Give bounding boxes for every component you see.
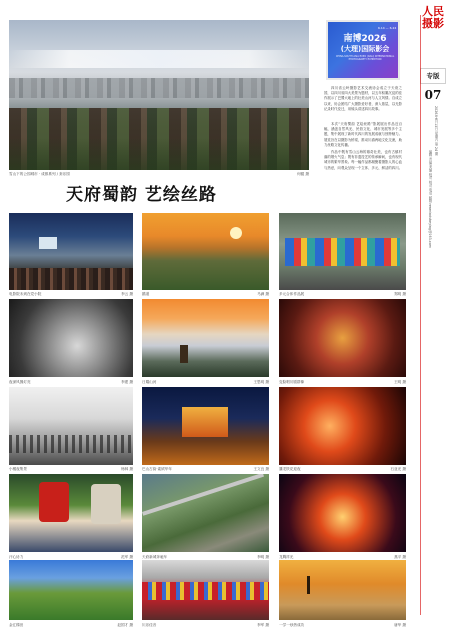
photo-7: [9, 387, 133, 465]
event-poster: [326, 20, 400, 80]
headline: 天府蜀韵 艺绘丝路: [66, 185, 217, 205]
brand-title: 人民摄影: [422, 5, 444, 30]
author-14: 李军 摄: [257, 623, 269, 627]
author-5: 王思明 摄: [253, 380, 269, 384]
poster-en-text: CHINA-SOUTH ASIA EXPO (DALI) INTERNATIONAL PHOTOGRAPHY EXHIBITION: [335, 55, 395, 61]
caption-8: 巴山古韵·素绒华年: [142, 467, 172, 471]
author-4: 李建 摄: [121, 380, 133, 384]
caption-10: 汗心协力: [9, 555, 24, 559]
foliage-shade: [9, 138, 309, 170]
caption-12: 龙腾祥光: [279, 555, 294, 559]
caption-3: 多元合体作品展: [279, 292, 305, 296]
photo-1-crowd: [9, 268, 133, 290]
photo-1: [9, 213, 133, 290]
author-6: 王明 摄: [394, 380, 406, 384]
author-11: 李明 摄: [257, 555, 269, 559]
photo-2: [142, 213, 269, 290]
masthead-rule: [420, 15, 421, 615]
poster-title: 南博2026: [343, 34, 387, 44]
caption-7: 小楼夜集景: [9, 467, 27, 471]
photo-11-road: [142, 474, 264, 516]
caption-9: 馕龙铁花迎夜: [279, 467, 301, 471]
author-12: 燕平 摄: [394, 555, 406, 559]
photo-11: [142, 474, 269, 552]
author-7: 杨林 摄: [121, 467, 133, 471]
top-photo-author: 何健 摄: [297, 172, 309, 176]
author-15: 唐华 摄: [394, 623, 406, 627]
photo-14: [142, 560, 269, 620]
photo-8-stage: [182, 407, 228, 437]
author-1: 李云 摄: [121, 292, 133, 296]
photo-10-child: [39, 482, 69, 522]
poster-date: 6.14 — 6.24: [378, 26, 397, 30]
caption-1: 电影院未到在党小院: [9, 292, 42, 296]
page-number: 07: [424, 88, 442, 102]
author-9: 石亚光 摄: [390, 467, 406, 471]
photo-3: [279, 213, 406, 290]
photo-14-performers: [142, 582, 269, 600]
caption-11: 天府新城奔驰车: [142, 555, 168, 559]
photo-4: [9, 299, 133, 377]
side-info: 2026年6月13日 星期六 第 24 期: [434, 106, 438, 156]
photo-2-sun: [230, 227, 242, 239]
caption-6: 变脸唱川剧群像: [279, 380, 305, 384]
intro-paragraph-1: 四川省云岭摄影艺术交流协会成立于天府之国，以四川省四大美景为题材，以五年积累沉淀的佳作展示了巴蜀大地上的壮美山河与人文风情。自成立以来，协会团结广大摄影爱好者，深入基层，以光影记录时代变迁，用镜头讲述四川故事。: [324, 86, 402, 111]
caption-14: 川乐佳音: [142, 623, 157, 627]
photo-10-child-2: [91, 484, 121, 524]
photo-15: [279, 560, 406, 620]
photo-8: [142, 387, 269, 465]
snow-mountains: [9, 50, 309, 68]
author-2: 马满 摄: [257, 292, 269, 296]
photo-1-screen: [39, 237, 57, 249]
author-3: 郑明 摄: [394, 292, 406, 296]
caption-5: 日耀山河: [142, 380, 157, 384]
intro-paragraph-3: 作品中既有雪山云海的雄奇壮美，也有古镇村落的烟火气息；既有非遗技艺的传承瞬间，也有现代城市的繁华景象。每一幅作品都凝聚着摄影人的心血与热爱，向观众呈现一个立体、多元、鲜活的四川。: [324, 150, 402, 170]
poster-subtitle: (大理)国际影会: [340, 45, 390, 53]
caption-15: 一学一炒热成功: [279, 623, 305, 627]
top-photo-caption: 雪山下的公园城市 · 成都系列 / 套乐园: [9, 172, 70, 176]
photo-5: [142, 299, 269, 377]
intro-paragraph-2: 本次“天府蜀韵 艺绘丝路”影展展出作品近百幅，涵盖自然风光、民俗文化、城市发展等多个主题，集中展现了新时代四川的发展成就与独特魅力。展览旨在以摄影为桥梁，推动川滇两地文化交流，助力丝路文化传播。: [324, 122, 402, 147]
photo-12: [279, 474, 406, 552]
top-photo: [9, 20, 309, 170]
photo-9: [279, 387, 406, 465]
photo-13: [9, 560, 133, 620]
side-info-2: 编辑 责编 美编 校对 校对 电话 邮箱 renmindsheying@163.com: [428, 150, 432, 248]
photo-15-figure: [307, 576, 310, 594]
photo-3-performers: [285, 238, 400, 266]
author-13: 赵国才 摄: [117, 623, 133, 627]
caption-13: 金汇梯田: [9, 623, 24, 627]
photo-7-people: [9, 435, 133, 453]
caption-4: 夜深风拂灯亮: [9, 380, 31, 384]
author-8: 王文良 摄: [253, 467, 269, 471]
photo-5-pagoda: [180, 345, 188, 363]
photo-6: [279, 299, 406, 377]
city-skyline: [9, 78, 309, 98]
section-badge: 专版: [420, 68, 446, 84]
photo-10: [9, 474, 133, 552]
caption-2: 鹅道: [142, 292, 150, 296]
author-10: 范军 摄: [121, 555, 133, 559]
